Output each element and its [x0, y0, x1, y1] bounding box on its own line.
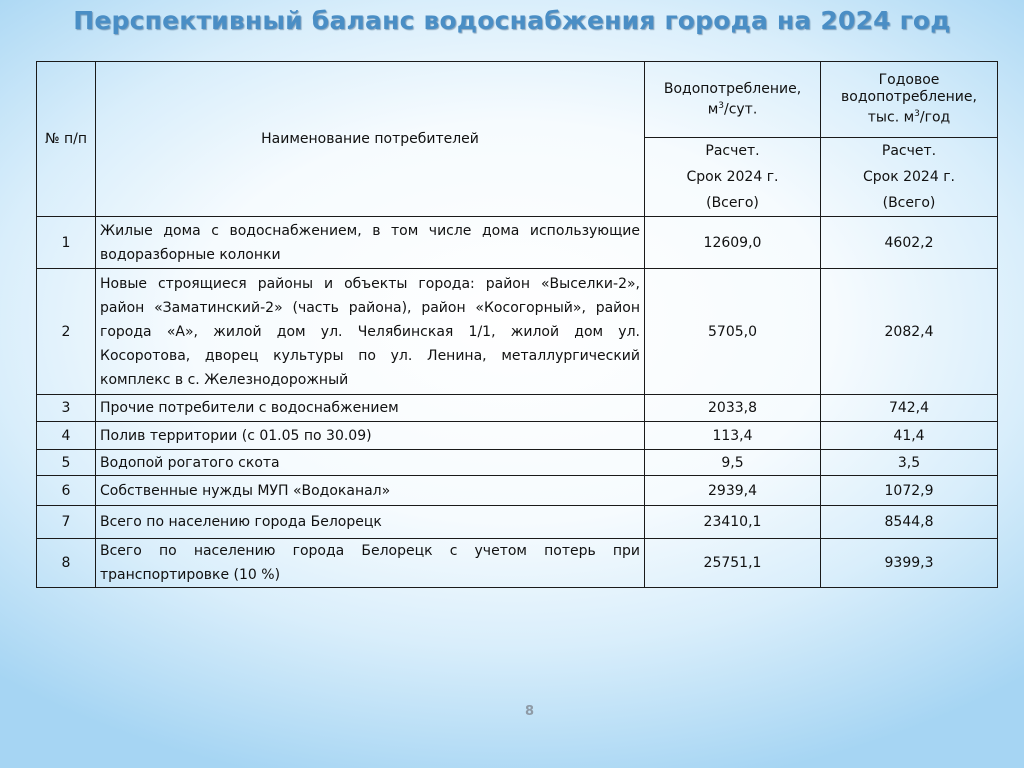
row-name-line: Новые строящиеся районы и объекты города: район «Выселки-2», [100, 275, 640, 292]
subheader-daily-line: Расчет. [705, 143, 760, 159]
row-name-line: Жилые дома с водоснабжением, в том числе дома использующие [100, 222, 640, 239]
row-number: 1 [37, 217, 96, 269]
subheader-annual-cell [821, 138, 998, 217]
subheader-daily-line: (Всего) [706, 195, 759, 211]
row-annual-value: 8544,8 [821, 506, 998, 539]
water-balance-table [36, 61, 998, 588]
header-row [37, 62, 998, 138]
row-annual-value: 2082,4 [821, 269, 998, 395]
row-name-line: Собственные нужды МУП «Водоканал» [100, 482, 391, 499]
header-daily-line1: Водопотребление, [663, 80, 802, 97]
page-number: 8 [524, 704, 535, 719]
header-daily-line2 [649, 98, 816, 119]
table-row [37, 539, 998, 588]
header-name-label: Наименование потребителей [261, 130, 479, 147]
row-daily-value: 5705,0 [645, 269, 821, 395]
row-daily-value: 9,5 [645, 450, 821, 476]
row-daily-value: 23410,1 [645, 506, 821, 539]
subheader-annual-line: Срок 2024 г. [862, 169, 956, 185]
page-title: Перспективный баланс водоснабжения города на 2024 год [73, 6, 951, 35]
table-row [37, 395, 998, 422]
header-daily-unit-exponent: 3 [718, 100, 724, 111]
row-daily-value: 2939,4 [645, 476, 821, 506]
header-daily-unit: м [707, 101, 719, 118]
row-number: 8 [37, 539, 96, 588]
row-name-line: Всего по населению города Белорецк с учетом потерь при [100, 543, 640, 559]
row-name [96, 506, 645, 539]
row-daily-value: 2033,8 [645, 395, 821, 422]
row-name-line: Всего по населению города Белорецк [100, 514, 382, 530]
row-name [96, 476, 645, 506]
header-annual-unit-suffix: /год [919, 109, 951, 126]
row-number: 4 [37, 422, 96, 450]
row-number: 3 [37, 395, 96, 422]
row-daily-value: 25751,1 [645, 539, 821, 588]
header-name-cell [96, 62, 645, 217]
header-annual-line2: водопотребление, [841, 89, 977, 106]
row-name [96, 269, 645, 395]
row-annual-value: 1072,9 [821, 476, 998, 506]
subheader-daily-line: Срок 2024 г. [686, 169, 779, 185]
row-annual-value: 742,4 [821, 395, 998, 422]
row-name-line: транспортировке (10 %) [100, 567, 281, 583]
subheader-annual-line: Расчет. [881, 143, 937, 159]
row-number: 7 [37, 506, 96, 539]
header-annual-line1: Годовое [878, 72, 940, 89]
header-annual-cell [821, 62, 998, 138]
header-annual-unit: тыс. м [867, 109, 915, 126]
subheader-daily-cell [645, 138, 821, 217]
header-number-cell [37, 62, 96, 217]
table-row [37, 476, 998, 506]
row-number: 2 [37, 269, 96, 395]
row-number: 6 [37, 476, 96, 506]
row-name [96, 395, 645, 422]
row-name-line: Полив территории (с 01.05 по 30.09) [100, 427, 372, 444]
row-name [96, 539, 645, 588]
table-row [37, 217, 998, 269]
table-row [37, 506, 998, 539]
row-annual-value: 41,4 [821, 422, 998, 450]
table-row [37, 450, 998, 476]
row-name-line: Прочие потребители с водоснабжением [100, 400, 399, 416]
row-daily-value: 113,4 [645, 422, 821, 450]
header-number-label: № п/п [44, 131, 88, 147]
table-row [37, 422, 998, 450]
header-daily-unit-suffix: /сут. [723, 101, 758, 118]
table-row [37, 269, 998, 395]
row-name [96, 450, 645, 476]
row-daily-value: 12609,0 [645, 217, 821, 269]
row-annual-value: 4602,2 [821, 217, 998, 269]
row-name-line: комплекс в с. Железнодорожный [100, 371, 349, 388]
header-daily-cell [645, 62, 821, 138]
row-annual-value: 9399,3 [821, 539, 998, 588]
row-name [96, 217, 645, 269]
row-name-line: район «Заматинский-2» (часть района), район «Косогорный», район [100, 299, 640, 316]
row-name-line: водоразборные колонки [100, 246, 281, 263]
row-name-line: города «А», жилой дом ул. Челябинская 1/1, жилой дом ул. [100, 323, 640, 340]
subheader-annual-line: (Всего) [882, 195, 936, 211]
header-annual-unit-exponent: 3 [914, 109, 920, 120]
row-number: 5 [37, 450, 96, 476]
row-name-line: Косоротова, дворец культуры по ул. Ленина, металлургический [100, 347, 640, 364]
header-annual-line3 [825, 106, 993, 127]
row-name-line: Водопой рогатого скота [100, 454, 280, 471]
row-name [96, 422, 645, 450]
row-annual-value: 3,5 [821, 450, 998, 476]
